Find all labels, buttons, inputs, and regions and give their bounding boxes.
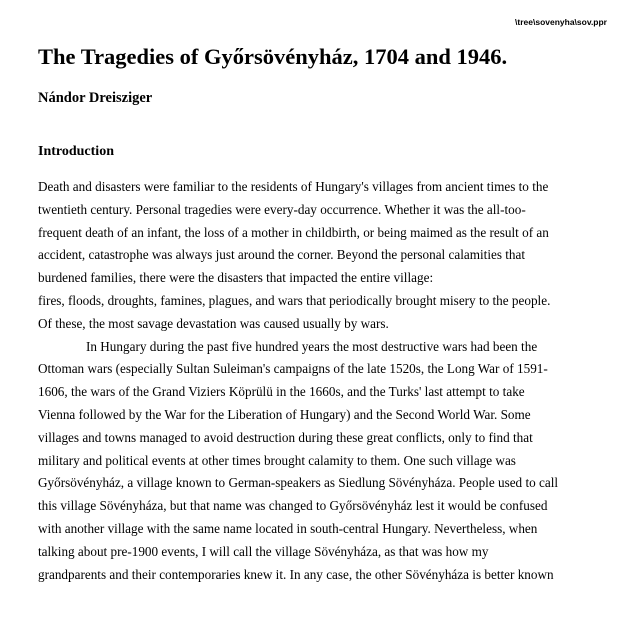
body-line: fires, floods, droughts, famines, plagues, and wars that periodically brought misery to the people. [38, 292, 551, 308]
document-title: The Tragedies of Győrsövényház, 1704 and 1946. [38, 44, 508, 69]
body-line: Death and disasters were familiar to the residents of Hungary's villages from ancient times to the [38, 179, 549, 194]
body-line: grandparents and their contemporaries knew it. In any case, the other Sövényháza is better known [38, 566, 554, 582]
file-path: \tree\sovenyha\sov.ppr [515, 17, 607, 27]
body-line: twentieth century. Personal tragedies were every-day occurrence. Whether it was the all-too- [38, 201, 526, 217]
body-line: Vienna followed by the War for the Liberation of Hungary) and the Second World War. Some [38, 406, 531, 422]
body-line: with another village with the same name located in south-central Hungary. Nevertheless, when [38, 520, 538, 536]
body-line: villages and towns managed to avoid destruction during these great conflicts, only to find that [38, 429, 533, 445]
body-line: Győrsövényház, a village known to German-speakers as Siedlung Sövényháza. People used to call [38, 475, 559, 491]
body-line: accident, catastrophe was always just around the corner. Beyond the personal calamities that [38, 247, 526, 263]
body-line: burdened families, there were the disasters that impacted the entire village: [38, 270, 434, 286]
body-line: 1606, the wars of the Grand Viziers Köprülü in the 1660s, and the Turks' last attempt to take [38, 384, 525, 400]
body-text [38, 176, 608, 586]
body-line: Of these, the most savage devastation was caused usually by wars. [38, 315, 389, 331]
body-line-indented: In Hungary during the past five hundred years the most destructive wars had been the [86, 338, 538, 354]
body-line: talking about pre-1900 events, I will call the village Sövényháza, as that was how my [38, 543, 489, 559]
body-line: military and political events at other times brought calamity to them. One such village was [38, 452, 516, 468]
body-line: frequent death of an infant, the loss of a mother in childbirth, or being maimed as the result of an [38, 224, 549, 240]
body-line: Ottoman wars (especially Sultan Suleiman's campaigns of the late 1520s, the Long War of 1591- [38, 361, 548, 377]
author-name: Nándor Dreisziger [38, 90, 153, 106]
section-heading: Introduction [38, 144, 114, 159]
body-line: this village Sövényháza, but that name was changed to Győrsövényház lest it would be confused [38, 498, 548, 514]
